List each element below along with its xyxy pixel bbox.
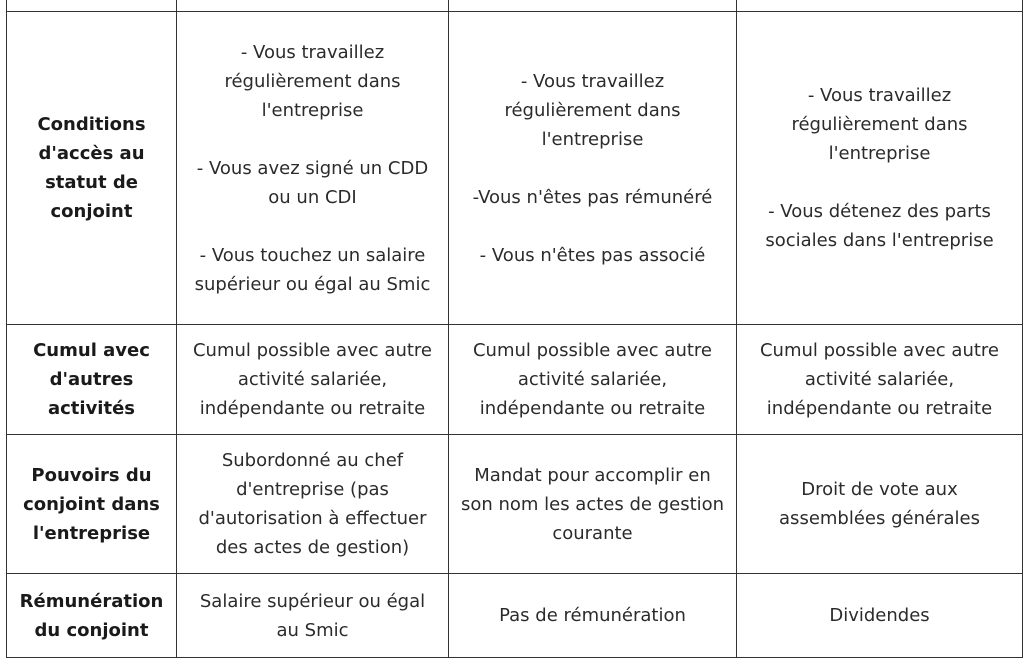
cell-paragraph: Salaire supérieur ou égal au Smic xyxy=(199,590,426,641)
row-label-cumul xyxy=(7,325,177,435)
empty-cell xyxy=(737,0,1023,12)
table-row xyxy=(7,435,1023,574)
comparison-table xyxy=(6,0,1023,658)
table-cell xyxy=(737,435,1023,574)
table-cell xyxy=(449,12,737,325)
table-cell xyxy=(449,435,737,574)
table-cell xyxy=(449,574,737,658)
cell-paragraph: - Vous n'êtes pas associé xyxy=(479,244,706,266)
table-cell xyxy=(177,12,449,325)
cell-paragraph: Droit de vote aux assemblées générales xyxy=(779,479,980,529)
empty-cell xyxy=(177,0,449,12)
table-cell xyxy=(737,325,1023,435)
table-cell xyxy=(177,325,449,435)
cell-paragraph: - Vous travaillez régulièrement dans l'entreprise xyxy=(504,70,681,150)
row-label-text: Pouvoirs du conjoint dans l'entreprise xyxy=(23,464,160,544)
empty-cell xyxy=(7,0,177,12)
row-label-text: Cumul avec d'autres activités xyxy=(33,340,150,419)
cell-paragraph: - Vous travaillez régulièrement dans l'entreprise xyxy=(224,41,401,121)
table-row-top-partial xyxy=(7,0,1023,12)
cell-paragraph: Subordonné au chef d'entreprise (pas d'autorisation à effectuer des actes de gestion) xyxy=(198,450,427,558)
table-row xyxy=(7,325,1023,435)
table-cell xyxy=(737,12,1023,325)
table-cell xyxy=(177,435,449,574)
empty-cell xyxy=(449,0,737,12)
cell-paragraph: Cumul possible avec autre activité salariée, indépendante ou retraite xyxy=(472,340,712,419)
cell-paragraph: Dividendes xyxy=(829,605,930,626)
row-label-remuneration xyxy=(7,574,177,658)
cell-paragraph: - Vous travaillez régulièrement dans l'entreprise xyxy=(791,85,968,164)
table-cell xyxy=(177,574,449,658)
table-cell xyxy=(449,325,737,435)
cell-paragraph: - Vous détenez des parts sociales dans l'entreprise xyxy=(765,201,994,251)
cell-paragraph: -Vous n'êtes pas rémunéré xyxy=(472,186,713,208)
cell-paragraph: Mandat pour accomplir en son nom les actes de gestion courante xyxy=(460,464,725,544)
row-label-pouvoirs xyxy=(7,435,177,574)
cell-paragraph: - Vous avez signé un CDD ou un CDI xyxy=(196,157,429,208)
row-label-text: Conditions d'accès au statut de conjoint xyxy=(37,114,146,222)
cell-paragraph: Cumul possible avec autre activité salariée, indépendante ou retraite xyxy=(759,340,999,419)
table-row xyxy=(7,12,1023,325)
table-row xyxy=(7,574,1023,658)
cell-paragraph: Pas de rémunération xyxy=(499,605,686,626)
row-label-text: Rémunération du conjoint xyxy=(19,590,164,641)
table-cell xyxy=(737,574,1023,658)
cell-paragraph: Cumul possible avec autre activité salariée, indépendante ou retraite xyxy=(192,340,432,419)
cell-paragraph: - Vous touchez un salaire supérieur ou égal au Smic xyxy=(194,244,431,295)
row-label-conditions xyxy=(7,12,177,325)
